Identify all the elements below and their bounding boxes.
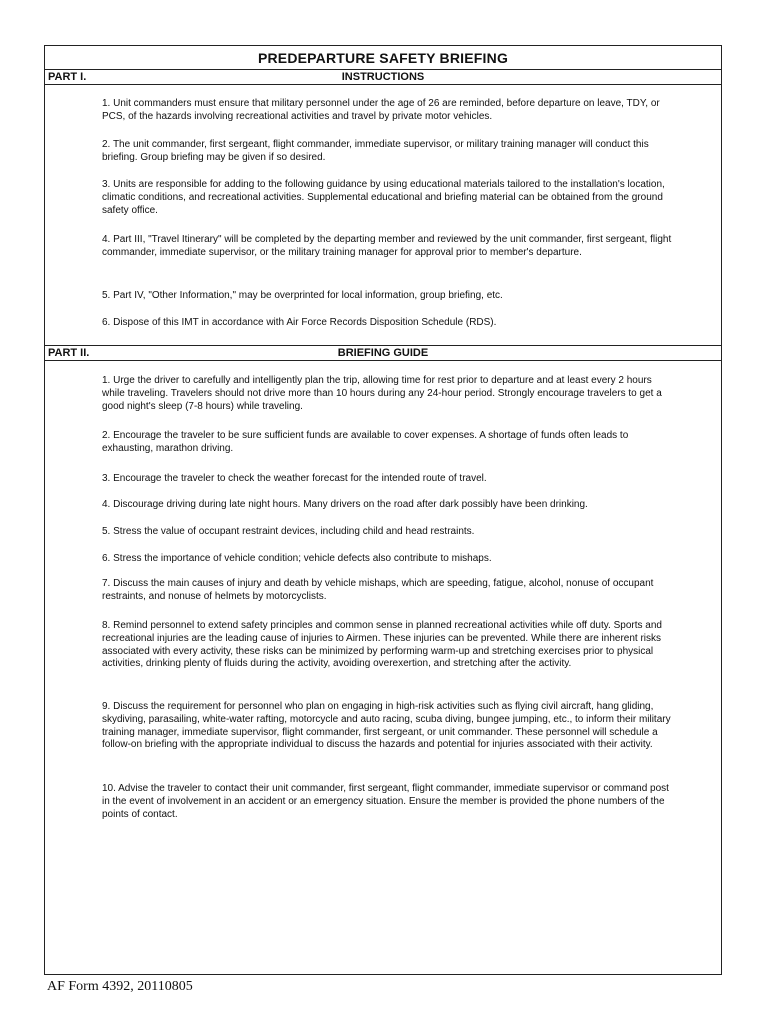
briefing-paragraph-7: 7. Discuss the main causes of injury and death by vehicle mishaps, which are speeding, fatigue, alcohol, nonuse of occupant restraints, and nonuse of helmets by motorcyclists. [102, 578, 654, 602]
part-1-heading: INSTRUCTIONS [341, 71, 425, 83]
part-2-label: PART II. [48, 347, 90, 359]
part-1-label: PART I. [48, 71, 87, 83]
instruction-paragraph-3: 3. Units are responsible for adding to the following guidance by using educational materials tailored to the installation's location, climatic conditions, and recreational activities. Supplemental educational and briefing material can be obtained from the ground safety office. [102, 179, 665, 216]
instruction-paragraph-6: 6. Dispose of this IMT in accordance with Air Force Records Disposition Schedule (RDS). [102, 317, 497, 328]
briefing-paragraph-10: 10. Advise the traveler to contact their unit commander, first sergeant, flight commander, immediate supervisor or command post in the event of involvement in an accident or an emergency situation. Ensure the member is provided the phone numbers of the points of contact. [102, 783, 669, 820]
part-2-heading: BRIEFING GUIDE [337, 347, 429, 359]
briefing-paragraph-3: 3. Encourage the traveler to check the weather forecast for the intended route of travel. [102, 473, 487, 484]
instruction-paragraph-5: 5. Part IV, "Other Information," may be overprinted for local information, group briefing, etc. [102, 290, 503, 301]
briefing-paragraph-4: 4. Discourage driving during late night hours. Many drivers on the road after dark possibly have been drinking. [102, 499, 588, 510]
briefing-paragraph-2: 2. Encourage the traveler to be sure sufficient funds are available to cover expenses. A shortage of funds often leads to exhausting, marathon driving. [102, 430, 629, 454]
instruction-paragraph-4: 4. Part III, "Travel Itinerary" will be completed by the departing member and reviewed by the unit commander, first sergeant, flight commander, immediate supervisor, or the military training manager for approval prior to member's departure. [102, 234, 672, 258]
instruction-paragraph-2: 2. The unit commander, first sergeant, flight commander, immediate supervisor, or military training manager will conduct this briefing. Group briefing may be given if so desired. [102, 139, 649, 163]
briefing-paragraph-1: 1. Urge the driver to carefully and intelligently plan the trip, allowing time for rest prior to departure and at least every 2 hours while traveling. Travelers should not drive more than 10 hours during any 24-hour period. Strongly encourage travelers to get a good night's sleep (7-8 hours) while traveling. [102, 375, 662, 412]
form-title: PREDEPARTURE SAFETY BRIEFING [257, 50, 509, 66]
briefing-paragraph-8: 8. Remind personnel to extend safety principles and common sense in planned recreational activities while off duty. Sports and recreational injuries are the leading cause of injuries to Airmen. These injuries can be prevented. While there are inherent risks associated with every activity, these risks can be minimized by performing warm-up and stretching exercises prior to physical activities, drinking plenty of fluids during the activity, avoiding overexertion, and stretching after the activity. [102, 620, 662, 670]
part-2-header [45, 345, 721, 361]
form-number-footer: AF Form 4392, 20110805 [47, 979, 193, 994]
part-1-header [45, 69, 721, 85]
briefing-paragraph-9: 9. Discuss the requirement for personnel who plan on engaging in high-risk activities such as flying civil aircraft, hang gliding, skydiving, parasailing, white-water rafting, motorcycle and auto racing, scuba diving, bungee jumping, etc., to inform their military training manager, immediate supervisor, flight commander, first sergeant, or unit commander. These personnel will schedule a follow-on briefing with the appropriate individual to discuss the hazards and potential for injuries associated with their activity. [102, 701, 671, 751]
briefing-paragraph-5: 5. Stress the value of occupant restraint devices, including child and head restraints. [102, 526, 475, 537]
form-sheet [44, 45, 722, 975]
instruction-paragraph-1: 1. Unit commanders must ensure that military personnel under the age of 26 are reminded, before departure on leave, TDY, or PCS, of the hazards involving recreational activities and travel by private motor vehicles. [102, 98, 660, 122]
briefing-paragraph-6: 6. Stress the importance of vehicle condition; vehicle defects also contribute to mishaps. [102, 553, 492, 564]
